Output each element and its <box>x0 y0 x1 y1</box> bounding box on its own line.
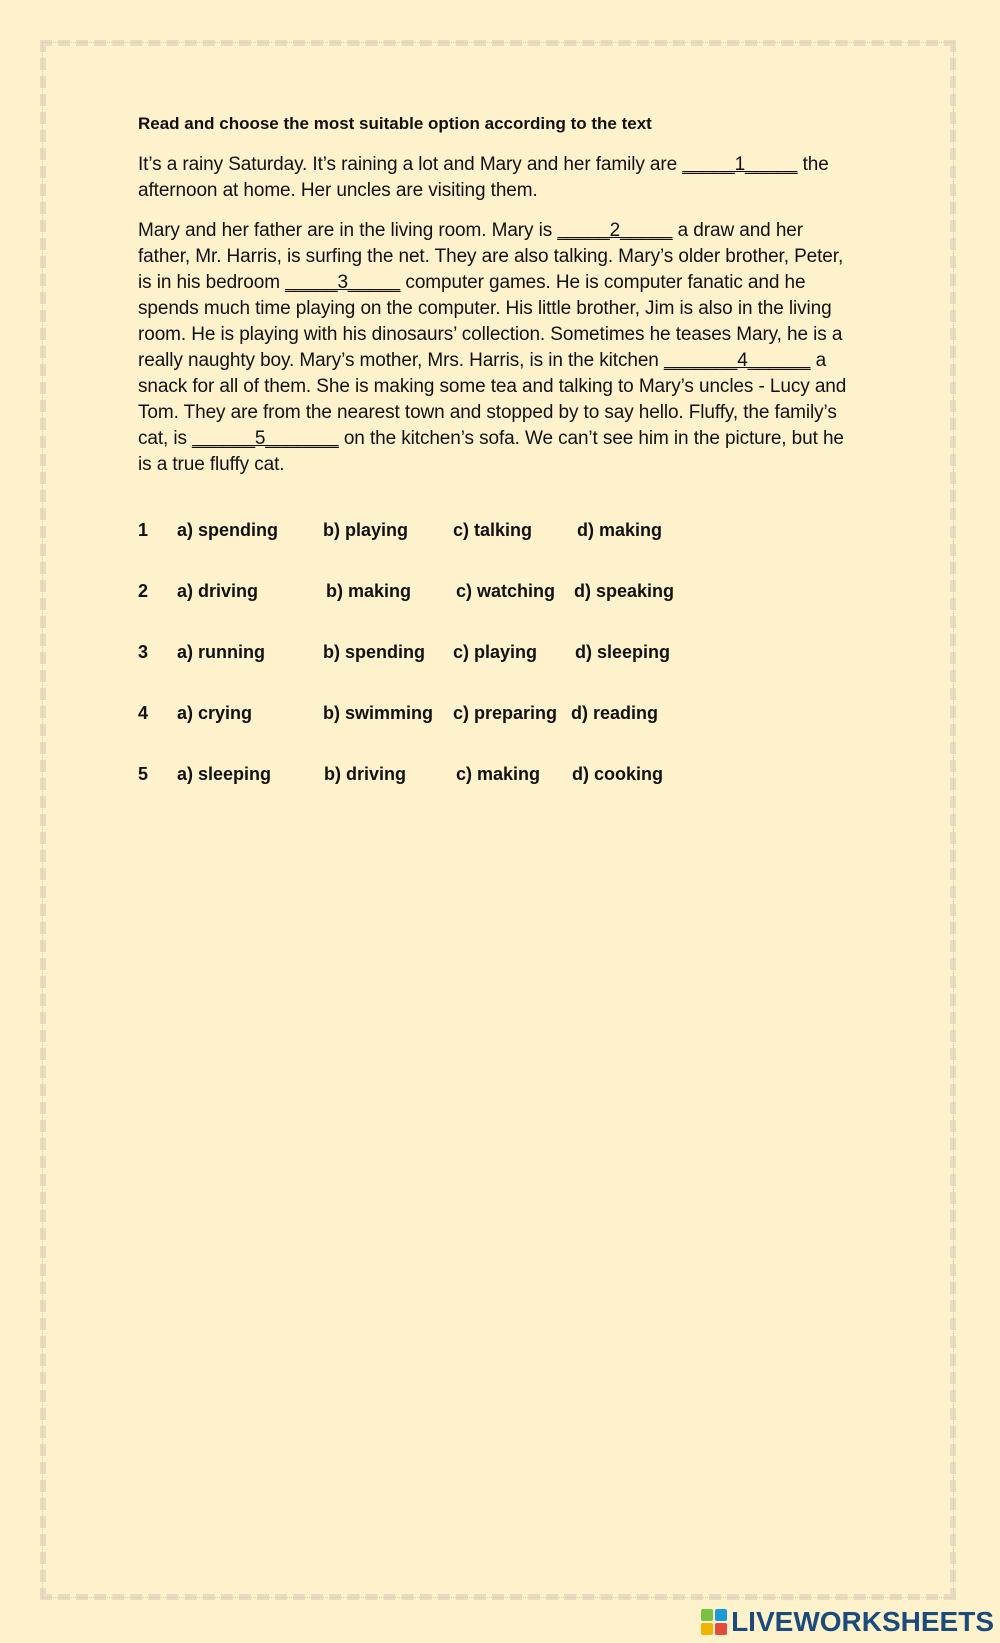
option-b[interactable]: b) swimming <box>323 703 434 723</box>
option-b[interactable]: b) spending <box>323 642 425 662</box>
liveworksheets-logo-icon <box>701 1609 727 1635</box>
question-number: 2 <box>138 581 149 601</box>
option-d[interactable]: d) making <box>577 520 663 540</box>
option-d[interactable]: d) speaking <box>574 581 675 601</box>
option-a[interactable]: a) spending <box>177 520 279 540</box>
option-c[interactable]: c) talking <box>453 520 533 540</box>
question-number: 4 <box>138 703 149 723</box>
paragraph-1 <box>138 152 858 204</box>
option-c[interactable]: c) preparing <box>453 703 558 723</box>
option-d[interactable]: d) sleeping <box>575 642 671 662</box>
option-a[interactable]: a) driving <box>177 581 259 601</box>
option-b[interactable]: b) driving <box>324 764 406 784</box>
option-a[interactable]: a) running <box>177 642 265 662</box>
option-b[interactable]: b) making <box>326 581 412 601</box>
blank-4[interactable]: _______4______ <box>663 350 811 371</box>
reading-section <box>138 112 858 492</box>
blank-2[interactable]: _____2_____ <box>557 220 673 241</box>
question-number: 3 <box>138 642 149 662</box>
paragraph-2-text-a: Mary and her father are in the living room. Mary is <box>138 220 558 241</box>
option-c[interactable]: c) playing <box>453 642 538 662</box>
paragraph-2-text-b: a draw and her father, Mr. Harris, is surfing the net. They are also talking. Mary’s older brother, Peter, is in his bedroom <box>138 220 844 293</box>
paragraph-2-text-e: on the kitchen’s sofa. We can’t see him in the picture, but he is a true fluffy cat. <box>138 428 844 475</box>
question-row-3 <box>138 642 858 703</box>
option-c[interactable]: c) making <box>456 764 541 784</box>
option-a[interactable]: a) crying <box>177 703 253 723</box>
question-row-2 <box>138 581 858 642</box>
blank-5[interactable]: ______5_______ <box>192 428 339 449</box>
option-a[interactable]: a) sleeping <box>177 764 272 784</box>
liveworksheets-logo[interactable] <box>701 1607 994 1637</box>
paragraph-2 <box>138 218 858 478</box>
blank-3[interactable]: _____3_____ <box>285 272 401 293</box>
logo-text: LIVEWORKSHEETS <box>731 1606 994 1637</box>
paragraph-2-text-c: computer games. He is computer fanatic and he spends much time playing on the computer. His little brother, Jim is also in the living room. He is playing with his dinosaurs’ collection. Sometimes he teases Mary, he is a really naughty boy. Mary’s mother, Mrs. Harris, is in the kitchen <box>138 272 843 371</box>
question-row-4 <box>138 703 858 764</box>
question-number: 1 <box>138 520 149 540</box>
option-d[interactable]: d) cooking <box>572 764 663 784</box>
option-d[interactable]: d) reading <box>571 703 659 723</box>
option-c[interactable]: c) watching <box>456 581 556 601</box>
paragraph-1-text-end: the afternoon at home. Her uncles are visiting them. <box>138 154 829 201</box>
answer-options <box>138 520 858 825</box>
blank-1[interactable]: _____1_____ <box>682 154 798 175</box>
paragraph-2-text-d: a snack for all of them. She is making some tea and talking to Mary’s uncles - Lucy and Tom. They are from the nearest town and stopped by to say hello. Fluffy, the family’s cat, is <box>138 350 847 449</box>
question-number: 5 <box>138 764 149 784</box>
question-row-1 <box>138 520 858 581</box>
option-b[interactable]: b) playing <box>323 520 408 540</box>
question-row-5 <box>138 764 858 825</box>
instructions-title: Read and choose the most suitable option according to the text <box>138 114 652 133</box>
paragraph-1-text-start: It’s a rainy Saturday. It’s raining a lot and Mary and her family are <box>138 154 683 175</box>
